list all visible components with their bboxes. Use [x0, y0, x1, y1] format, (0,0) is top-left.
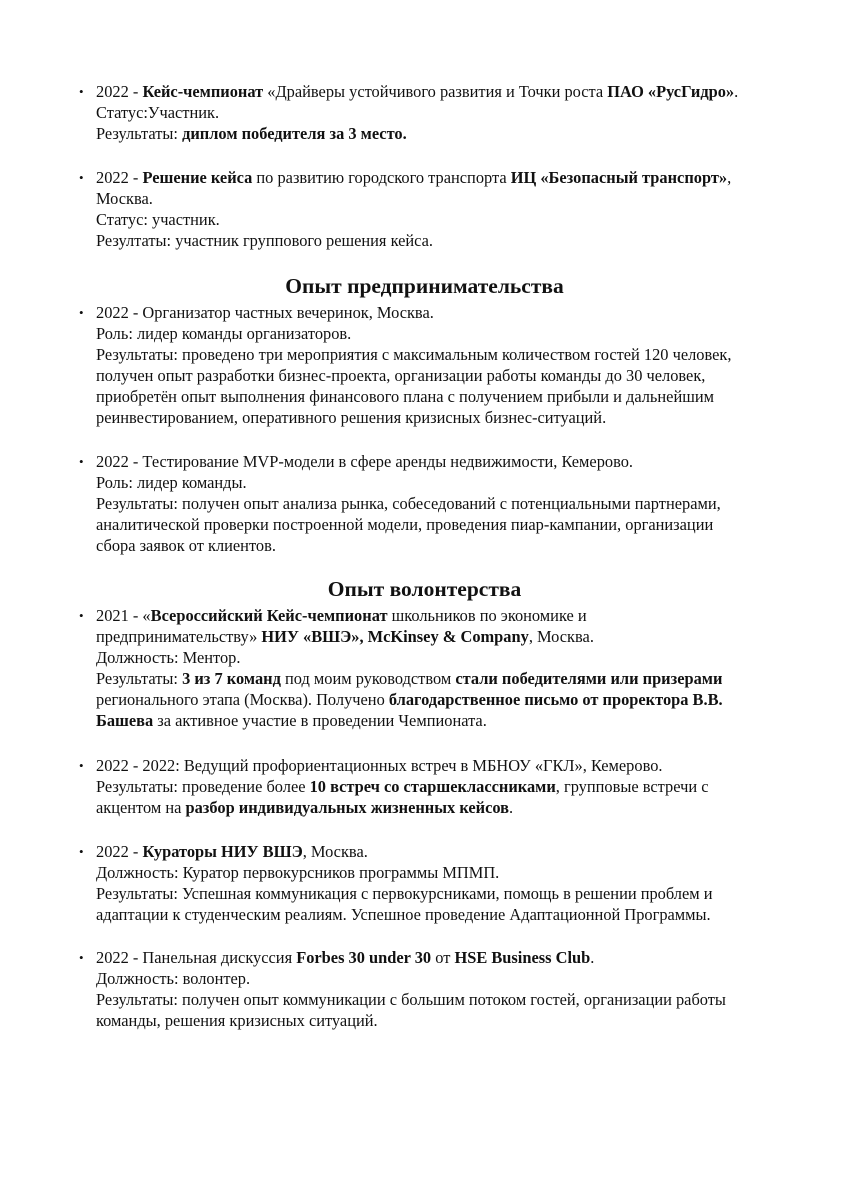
text-line [96, 862, 776, 883]
bullet: • [79, 454, 84, 469]
text: школьников по экономике и [387, 606, 587, 625]
bullet: • [79, 608, 84, 623]
text: от [431, 948, 455, 967]
text-line [96, 344, 776, 365]
bullet: • [79, 844, 84, 859]
text: команды, решения кризисных ситуаций. [96, 1011, 378, 1030]
text: Должность: Куратор первокурсников программы МПМП. [96, 863, 500, 882]
text: Результаты: Успешная коммуникация с первокурсниками, помощь в решении проблем и [96, 884, 713, 903]
section-title-entrepreneurship: Опыт предпринимательства [285, 274, 564, 298]
section-title-volunteering: Опыт волонтерства [327, 577, 522, 601]
text-line [96, 102, 776, 123]
text-line [96, 188, 776, 209]
bold-text: НИУ «ВШЭ», McKinsey & Company [261, 627, 529, 646]
text: Роль: лидер команды. [96, 473, 247, 492]
bold-text: Решение кейса [142, 168, 253, 187]
text-line [96, 209, 776, 230]
text-line [96, 472, 776, 493]
text: Результаты: [96, 124, 183, 143]
text: , Москва. [302, 842, 368, 861]
text-line [96, 904, 776, 925]
text: Резултаты: участник группового решения кейса. [96, 231, 434, 250]
list-item [79, 167, 776, 251]
text-line [96, 710, 776, 731]
text: за активное участие в проведении Чемпионата. [153, 711, 487, 730]
bold-text: ИЦ «Безопасный транспорт» [510, 168, 728, 187]
text: Результаты: проведено три мероприятия с максимальным количеством гостей 120 человек, [96, 345, 732, 364]
bold-text: благодарственное письмо от проректора В.В. [388, 690, 723, 709]
text-line [96, 605, 776, 626]
bold-text: 10 встреч со старшеклассниками [309, 777, 556, 796]
text: реинвестированием, оперативного решения кризисных бизнес-ситуаций. [96, 408, 607, 427]
text-line [96, 230, 776, 251]
list-item [79, 451, 776, 556]
text-line [96, 535, 776, 556]
text: Результаты: [96, 669, 183, 688]
bold-text: Всероссийский Кейс-чемпионат [150, 606, 388, 625]
text-line [96, 323, 776, 344]
bold-text: HSE Business Club [454, 948, 591, 967]
text-line [96, 302, 776, 323]
text-line [96, 755, 776, 776]
text-line [96, 647, 776, 668]
text-line [96, 989, 776, 1010]
text: . [509, 798, 514, 817]
text: адаптации к студенческим реалиям. Успешное проведение Адаптационной Программы. [96, 905, 711, 924]
text: Результаты: получен опыт анализа рынка, собеседований с потенциальными партнерами, [96, 494, 721, 513]
text: . [734, 82, 739, 101]
text-line [96, 668, 776, 689]
text: Должность: Ментор. [96, 648, 241, 667]
text-line [96, 968, 776, 989]
list-item [79, 81, 776, 144]
text: под моим руководством [280, 669, 456, 688]
text-line [96, 797, 776, 818]
bold-text: Кураторы НИУ ВШЭ [142, 842, 303, 861]
text: Результаты: получен опыт коммуникации с большим потоком гостей, организации работы [96, 990, 726, 1009]
bold-text: Forbes 30 under 30 [296, 948, 432, 967]
bullet: • [79, 84, 84, 99]
bullet: • [79, 758, 84, 773]
text-line [96, 626, 776, 647]
text-line [96, 386, 776, 407]
text-line [96, 947, 776, 968]
text-line [96, 451, 776, 472]
list-item [79, 947, 776, 1031]
text: по развитию городского транспорта [252, 168, 511, 187]
text: 2022 - Панельная дискуссия [96, 948, 297, 967]
bullet: • [79, 305, 84, 320]
text: 2022 - 2022: Ведущий профориентационных встреч в МБНОУ «ГКЛ», Кемерово. [96, 756, 663, 775]
text: Результаты: проведение более [96, 777, 310, 796]
text-line [96, 514, 776, 535]
text: Москва. [96, 189, 153, 208]
bold-text: Кейс-чемпионат [142, 82, 264, 101]
text: приобретён опыт выполнения финансового плана с получением прибыли и дальнейшим [96, 387, 714, 406]
bold-text: разбор индивидуальных жизненных кейсов [185, 798, 509, 817]
text: 2021 - « [96, 606, 151, 625]
text-line [96, 81, 776, 102]
text: Роль: лидер команды организаторов. [96, 324, 352, 343]
text-line [96, 365, 776, 386]
list-item [79, 302, 776, 428]
bold-text: Башева [96, 711, 154, 730]
bullet: • [79, 950, 84, 965]
bullet: • [79, 170, 84, 185]
text: «Драйверы устойчивого развития и Точки роста [263, 82, 608, 101]
text: регионального этапа (Москва). Получено [96, 690, 389, 709]
text: 2022 - [96, 168, 143, 187]
text-line [96, 167, 776, 188]
text: получен опыт разработки бизнес-проекта, организации работы команды до 30 человек, [96, 366, 706, 385]
text: 2022 - Тестирование MVP-модели в сфере аренды недвижимости, Кемерово. [96, 452, 634, 471]
bold-text: ПАО «РусГидро» [607, 82, 735, 101]
text-line [96, 883, 776, 904]
text: Статус:Участник. [96, 103, 220, 122]
list-item [79, 755, 776, 818]
text-line [96, 123, 776, 144]
text: сбора заявок от клиентов. [96, 536, 276, 555]
bold-text: стали победителями или призерами [455, 669, 723, 688]
text: Должность: волонтер. [96, 969, 251, 988]
list-item [79, 605, 776, 731]
text: 2022 - Организатор частных вечеринок, Москва. [96, 303, 434, 322]
text: аналитической проверки построенной модели, проведения пиар-кампании, организации [96, 515, 714, 534]
bold-text: диплом победителя за 3 место. [182, 124, 407, 143]
text-line [96, 776, 776, 797]
text: , [727, 168, 732, 187]
text: . [590, 948, 595, 967]
text: предпринимательству» [96, 627, 262, 646]
bold-text: 3 из 7 команд [182, 669, 281, 688]
text-line [96, 493, 776, 514]
text-line [96, 841, 776, 862]
text: Статус: участник. [96, 210, 220, 229]
text: , групповые встречи с [555, 777, 709, 796]
text: акцентом на [96, 798, 186, 817]
text-line [96, 407, 776, 428]
text-line [96, 1010, 776, 1031]
text: 2022 - [96, 82, 143, 101]
text-line [96, 689, 776, 710]
text: 2022 - [96, 842, 143, 861]
text: , Москва. [528, 627, 594, 646]
list-item [79, 841, 776, 925]
